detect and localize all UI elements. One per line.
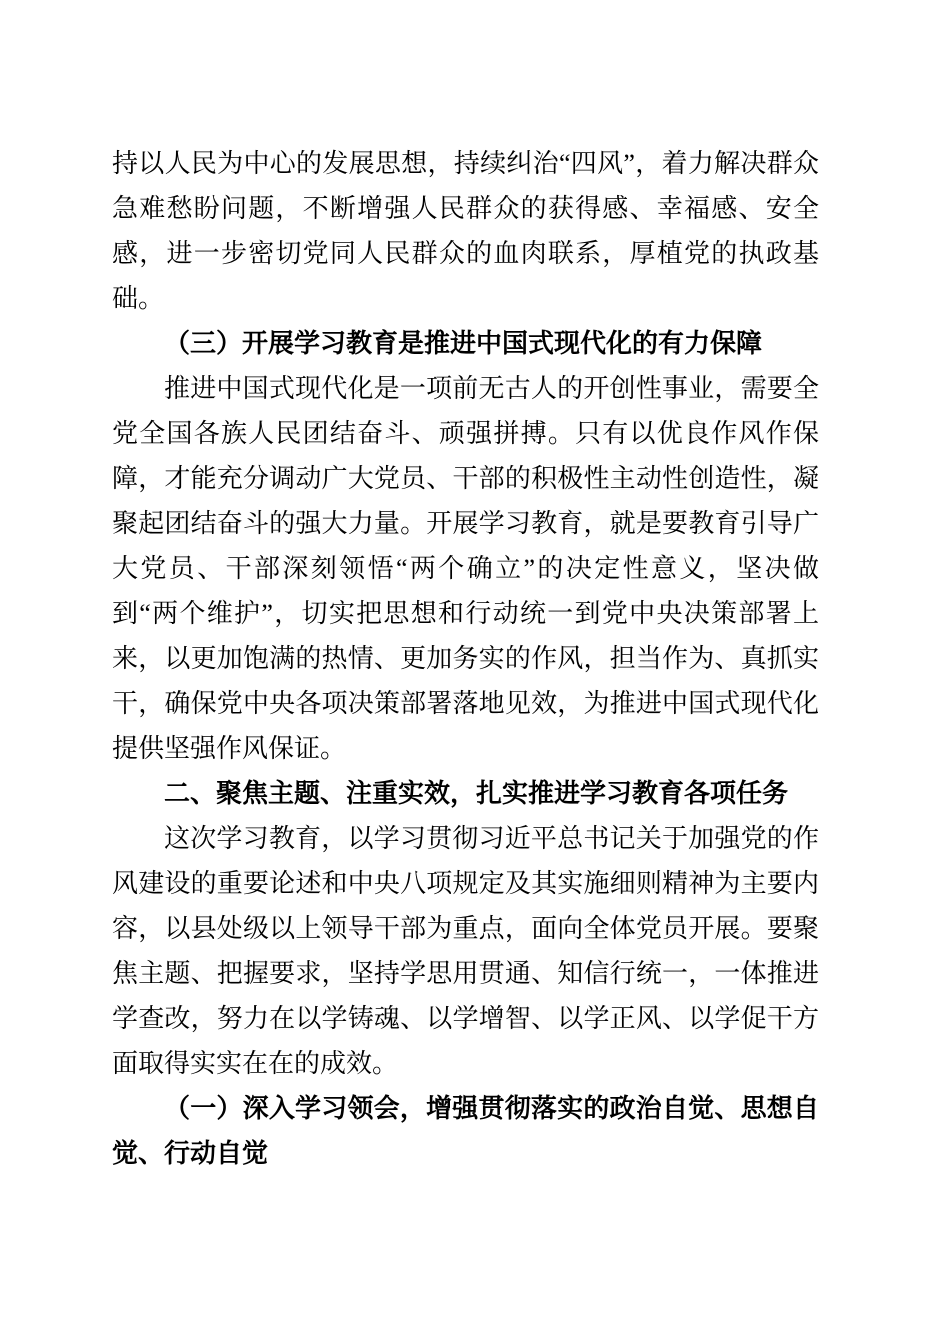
chapter-heading-two: 二、聚焦主题、注重实效，扎实推进学习教育各项任务 [164, 779, 789, 808]
paragraph-continuation: 持以人民为中心的发展思想，持续纠治“四风”，着力解决群众急难愁盼问题，不断增强人民群众的获得感、幸福感、安全感，进一步密切党同人民群众的血肉联系，厚植党的执政基础。 [112, 149, 819, 313]
body-paragraph-education-tasks: 这次学习教育，以学习贯彻习近平总书记关于加强党的作风建设的重要论述和中央八项规定及其实施细则精神为主要内容，以县处级以上领导干部为重点，面向全体党员开展。要聚焦主题、把握要求，坚持学思用贯通、知信行统一，一体推进学查改，努力在以学铸魂、以学增智、以学正风、以学促干方面取得实实在在的成效。 [112, 824, 819, 1078]
section-heading-three: （三）开展学习教育是推进中国式现代化的有力保障 [164, 329, 763, 358]
document-body [112, 141, 819, 1176]
body-paragraph-modernization: 推进中国式现代化是一项前无古人的开创性事业，需要全党全国各族人民团结奋斗、顽强拼搏。只有以优良作风作保障，才能充分调动广大党员、干部的积极性主动性创造性，凝聚起团结奋斗的强大力量。开展学习教育，就是要教育引导广大党员、干部深刻领悟“两个确立”的决定性意义，坚决做到“两个维护”，切实把思想和行动统一到党中央决策部署上来，以更加饱满的热情、更加务实的作风，担当作为、真抓实干，确保党中央各项决策部署落地见效，为推进中国式现代化提供坚强作风保证。 [112, 374, 819, 763]
section-heading-one: （一）深入学习领会，增强贯彻落实的政治自觉、思想自觉、行动自觉 [112, 1094, 819, 1168]
